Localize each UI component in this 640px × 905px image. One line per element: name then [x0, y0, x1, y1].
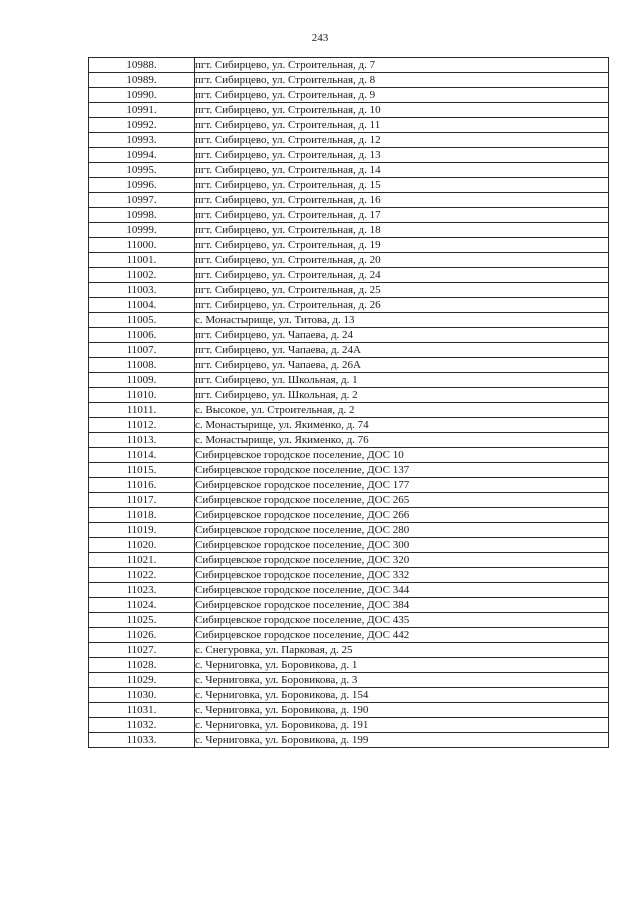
table-row	[89, 463, 609, 478]
table-row	[89, 658, 609, 673]
row-number: 11006.	[89, 328, 195, 343]
table-row	[89, 538, 609, 553]
table-row	[89, 148, 609, 163]
table-row	[89, 568, 609, 583]
row-number: 11028.	[89, 658, 195, 673]
row-address: Сибирцевское городское поселение, ДОС 300	[195, 538, 609, 553]
row-address: пгт. Сибирцево, ул. Чапаева, д. 24	[195, 328, 609, 343]
page-number: 243	[311, 32, 329, 44]
table-row	[89, 73, 609, 88]
row-number: 10993.	[89, 133, 195, 148]
row-address: пгт. Сибирцево, ул. Строительная, д. 24	[195, 268, 609, 283]
row-number: 11031.	[89, 703, 195, 718]
row-number: 11033.	[89, 733, 195, 748]
row-address: пгт. Сибирцево, ул. Строительная, д. 7	[195, 58, 609, 73]
row-number: 11027.	[89, 643, 195, 658]
table-row	[89, 178, 609, 193]
table-row	[89, 583, 609, 598]
row-number: 11010.	[89, 388, 195, 403]
table-row	[89, 313, 609, 328]
row-number: 11025.	[89, 613, 195, 628]
row-number: 10994.	[89, 148, 195, 163]
table-row	[89, 628, 609, 643]
row-address: пгт. Сибирцево, ул. Строительная, д. 9	[195, 88, 609, 103]
row-address: Сибирцевское городское поселение, ДОС 10	[195, 448, 609, 463]
row-number: 11002.	[89, 268, 195, 283]
row-address: Сибирцевское городское поселение, ДОС 265	[195, 493, 609, 508]
row-address: с. Черниговка, ул. Боровикова, д. 199	[195, 733, 609, 748]
row-number: 10996.	[89, 178, 195, 193]
row-number: 11015.	[89, 463, 195, 478]
table-row	[89, 598, 609, 613]
row-number: 11004.	[89, 298, 195, 313]
table-row	[89, 238, 609, 253]
row-address: пгт. Сибирцево, ул. Строительная, д. 20	[195, 253, 609, 268]
row-number: 11018.	[89, 508, 195, 523]
table-row	[89, 523, 609, 538]
row-address: пгт. Сибирцево, ул. Строительная, д. 15	[195, 178, 609, 193]
row-number: 11032.	[89, 718, 195, 733]
row-address: пгт. Сибирцево, ул. Строительная, д. 10	[195, 103, 609, 118]
table-row	[89, 223, 609, 238]
row-number: 10989.	[89, 73, 195, 88]
table-body	[89, 58, 609, 748]
table-row	[89, 268, 609, 283]
row-number: 10998.	[89, 208, 195, 223]
row-number: 11007.	[89, 343, 195, 358]
table-row	[89, 448, 609, 463]
row-address: Сибирцевское городское поселение, ДОС 280	[195, 523, 609, 538]
row-number: 11019.	[89, 523, 195, 538]
table-row	[89, 643, 609, 658]
table-row	[89, 133, 609, 148]
row-number: 11030.	[89, 688, 195, 703]
row-address: пгт. Сибирцево, ул. Строительная, д. 12	[195, 133, 609, 148]
table-row	[89, 553, 609, 568]
row-number: 11003.	[89, 283, 195, 298]
table-row	[89, 433, 609, 448]
row-address: пгт. Сибирцево, ул. Строительная, д. 16	[195, 193, 609, 208]
table-row	[89, 493, 609, 508]
row-address: пгт. Сибирцево, ул. Строительная, д. 13	[195, 148, 609, 163]
table-row	[89, 613, 609, 628]
table-row	[89, 118, 609, 133]
row-address: пгт. Сибирцево, ул. Строительная, д. 26	[195, 298, 609, 313]
row-number: 11024.	[89, 598, 195, 613]
table-row	[89, 673, 609, 688]
table-row	[89, 163, 609, 178]
row-number: 11008.	[89, 358, 195, 373]
row-number: 11001.	[89, 253, 195, 268]
row-address: Сибирцевское городское поселение, ДОС 442	[195, 628, 609, 643]
row-address: с. Черниговка, ул. Боровикова, д. 190	[195, 703, 609, 718]
row-address: пгт. Сибирцево, ул. Школьная, д. 2	[195, 388, 609, 403]
table-row	[89, 403, 609, 418]
row-number: 10999.	[89, 223, 195, 238]
row-number: 11011.	[89, 403, 195, 418]
row-number: 10997.	[89, 193, 195, 208]
address-registry-table	[88, 57, 609, 748]
row-number: 10995.	[89, 163, 195, 178]
row-address: пгт. Сибирцево, ул. Строительная, д. 18	[195, 223, 609, 238]
row-address: с. Черниговка, ул. Боровикова, д. 154	[195, 688, 609, 703]
table-row	[89, 328, 609, 343]
table-row	[89, 343, 609, 358]
table-row	[89, 478, 609, 493]
row-number: 10990.	[89, 88, 195, 103]
row-number: 11016.	[89, 478, 195, 493]
row-address: с. Высокое, ул. Строительная, д. 2	[195, 403, 609, 418]
table-row	[89, 718, 609, 733]
row-address: с. Монастырище, ул. Якименко, д. 74	[195, 418, 609, 433]
table-row	[89, 58, 609, 73]
table-row	[89, 508, 609, 523]
row-address: Сибирцевское городское поселение, ДОС 177	[195, 478, 609, 493]
row-number: 11021.	[89, 553, 195, 568]
row-address: Сибирцевское городское поселение, ДОС 137	[195, 463, 609, 478]
table-row	[89, 88, 609, 103]
table-row	[89, 283, 609, 298]
row-number: 11012.	[89, 418, 195, 433]
row-address: с. Монастырище, ул. Титова, д. 13	[195, 313, 609, 328]
row-address: с. Черниговка, ул. Боровикова, д. 191	[195, 718, 609, 733]
row-number: 11017.	[89, 493, 195, 508]
row-number: 11022.	[89, 568, 195, 583]
table-row	[89, 193, 609, 208]
table-row	[89, 103, 609, 118]
row-address: с. Черниговка, ул. Боровикова, д. 3	[195, 673, 609, 688]
table-row	[89, 373, 609, 388]
row-address: пгт. Сибирцево, ул. Строительная, д. 8	[195, 73, 609, 88]
table-row	[89, 733, 609, 748]
row-number: 10992.	[89, 118, 195, 133]
row-number: 11020.	[89, 538, 195, 553]
row-number: 11000.	[89, 238, 195, 253]
table-row	[89, 253, 609, 268]
row-address: пгт. Сибирцево, ул. Строительная, д. 11	[195, 118, 609, 133]
row-address: пгт. Сибирцево, ул. Строительная, д. 17	[195, 208, 609, 223]
table-row	[89, 703, 609, 718]
row-number: 11005.	[89, 313, 195, 328]
row-address: Сибирцевское городское поселение, ДОС 332	[195, 568, 609, 583]
row-address: пгт. Сибирцево, ул. Чапаева, д. 26А	[195, 358, 609, 373]
table-row	[89, 208, 609, 223]
table-row	[89, 388, 609, 403]
row-number: 11013.	[89, 433, 195, 448]
row-number: 11009.	[89, 373, 195, 388]
row-address: Сибирцевское городское поселение, ДОС 384	[195, 598, 609, 613]
row-address: пгт. Сибирцево, ул. Чапаева, д. 24А	[195, 343, 609, 358]
table-row	[89, 298, 609, 313]
row-address: с. Монастырище, ул. Якименко, д. 76	[195, 433, 609, 448]
row-number: 10988.	[89, 58, 195, 73]
row-address: с. Снегуровка, ул. Парковая, д. 25	[195, 643, 609, 658]
row-number: 11023.	[89, 583, 195, 598]
row-address: Сибирцевское городское поселение, ДОС 266	[195, 508, 609, 523]
row-number: 11026.	[89, 628, 195, 643]
row-number: 10991.	[89, 103, 195, 118]
row-address: пгт. Сибирцево, ул. Строительная, д. 25	[195, 283, 609, 298]
row-address: Сибирцевское городское поселение, ДОС 344	[195, 583, 609, 598]
row-number: 11029.	[89, 673, 195, 688]
table-row	[89, 688, 609, 703]
row-address: с. Черниговка, ул. Боровикова, д. 1	[195, 658, 609, 673]
row-address: Сибирцевское городское поселение, ДОС 435	[195, 613, 609, 628]
table-row	[89, 418, 609, 433]
row-address: пгт. Сибирцево, ул. Школьная, д. 1	[195, 373, 609, 388]
table-row	[89, 358, 609, 373]
row-address: пгт. Сибирцево, ул. Строительная, д. 14	[195, 163, 609, 178]
row-address: пгт. Сибирцево, ул. Строительная, д. 19	[195, 238, 609, 253]
row-address: Сибирцевское городское поселение, ДОС 320	[195, 553, 609, 568]
row-number: 11014.	[89, 448, 195, 463]
